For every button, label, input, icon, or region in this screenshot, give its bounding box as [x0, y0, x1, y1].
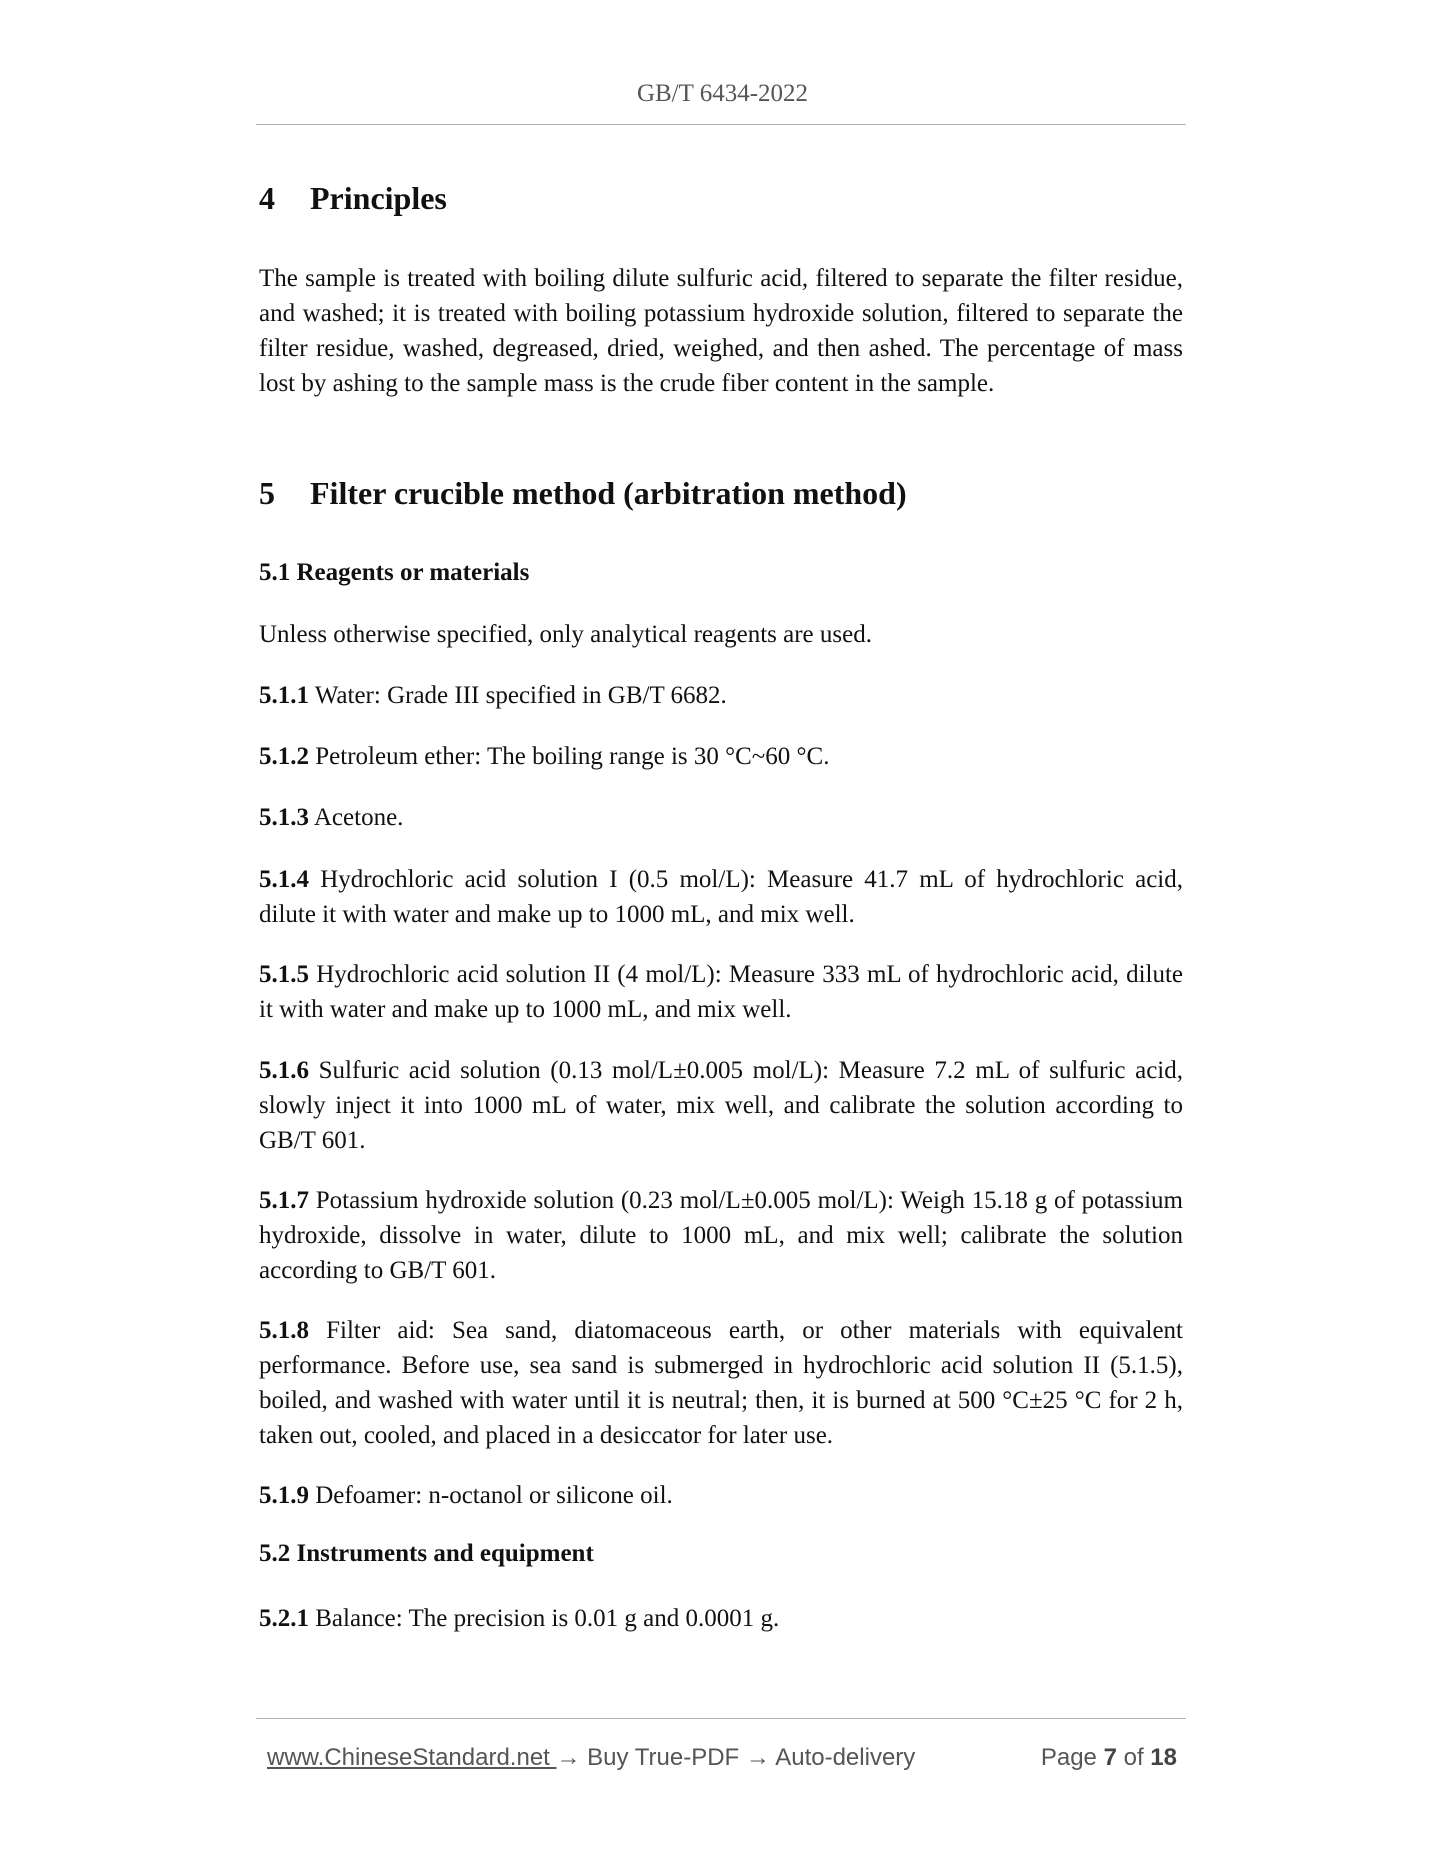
- clause-text: Hydrochloric acid solution II (4 mol/L): Measure 333 mL of hydrochloric acid, dilute it with water and make up to 1000 mL, and mix well.: [259, 961, 1184, 1023]
- current-page-number: 7: [1103, 1744, 1117, 1771]
- of-label: of: [1123, 1744, 1144, 1771]
- section-5-title: Filter crucible method (arbitration method): [310, 475, 907, 511]
- clause-number: 5.1.6: [259, 1057, 309, 1084]
- section-5-heading: [259, 475, 907, 512]
- clause-number: 5.1.8: [259, 1317, 309, 1344]
- clause-5-1-5: [259, 957, 1183, 1027]
- subsection-5-2-heading: 5.2 Instruments and equipment: [259, 1540, 594, 1567]
- subsection-5-1-heading: 5.1 Reagents or materials: [259, 559, 530, 586]
- page-label: Page: [1040, 1744, 1097, 1771]
- clause-5-1-1: [259, 678, 1183, 713]
- clause-text: Acetone.: [313, 804, 404, 831]
- clause-number: 5.1.7: [259, 1187, 309, 1214]
- section-5-number: 5: [259, 475, 275, 511]
- page-footer: [267, 1744, 1177, 1780]
- clause-5-1-6: [259, 1053, 1183, 1158]
- clause-text: Filter aid: Sea sand, diatomaceous earth, or other materials with equivalent performance. Before use, sea sand is submerged in hydrochloric acid solution II (5.1.5), boiled, and washed with water until it is neutral; then, it is burned at 500 °C±25 °C for 2 h, taken out, cooled, and placed in a desiccator for later use.: [259, 1317, 1183, 1449]
- section-4-heading: [259, 180, 447, 217]
- clause-number: 5.1.4: [259, 866, 309, 893]
- clause-text: Petroleum ether: The boiling range is 30 °C~60 °C.: [315, 743, 830, 770]
- clause-5-1-7: [259, 1183, 1183, 1288]
- clause-number: 5.1.3: [259, 804, 309, 831]
- clause-5-1-3: [259, 800, 1183, 835]
- clause-text: Defoamer: n-octanol or silicone oil.: [315, 1482, 673, 1509]
- clause-number: 5.2.1: [259, 1605, 309, 1632]
- total-page-count: 18: [1150, 1744, 1177, 1771]
- clause-5-1-8: [259, 1313, 1183, 1453]
- clause-text: Sulfuric acid solution (0.13 mol/L±0.005 mol/L): Measure 7.2 mL of sulfuric acid, slowly inject it into 1000 mL of water, mix well, and calibrate the solution according to GB/T 601.: [259, 1057, 1184, 1154]
- section-4-body: The sample is treated with boiling dilute sulfuric acid, filtered to separate the filter residue, and washed; it is treated with boiling potassium hydroxide solution, filtered to separate the filter residue, washed, degreased, dried, weighed, and then ashed. The percentage of mass lost by ashing to the sample mass is the crude fiber content in the sample.: [259, 265, 1183, 397]
- clause-5-1-4: [259, 862, 1183, 932]
- website-link[interactable]: www.ChineseStandard.net: [267, 1744, 557, 1771]
- clause-text: Potassium hydroxide solution (0.23 mol/L±0.005 mol/L): Weigh 15.18 g of potassium hydroxide, dissolve in water, dilute to 1000 mL, and mix well; calibrate the solution according to GB/T 601.: [259, 1187, 1183, 1284]
- footer-left: [267, 1744, 915, 1772]
- header-rule: [256, 124, 1186, 125]
- clause-number: 5.1.9: [259, 1482, 309, 1509]
- arrow-right-icon: →: [556, 1744, 581, 1771]
- clause-number: 5.1.1: [259, 682, 309, 709]
- clause-text: Water: Grade III specified in GB/T 6682.: [314, 682, 727, 709]
- footer-rule: [256, 1718, 1186, 1719]
- page-indicator: [1041, 1744, 1177, 1772]
- clause-5-2-1: [259, 1601, 1183, 1636]
- subsection-5-1-intro: Unless otherwise specified, only analytical reagents are used.: [259, 621, 872, 648]
- document-header-title: GB/T 6434-2022: [636, 80, 809, 107]
- clause-text: Balance: The precision is 0.01 g and 0.0001 g.: [315, 1605, 780, 1632]
- section-4-title: Principles: [310, 180, 447, 216]
- clause-number: 5.1.5: [259, 961, 309, 988]
- auto-delivery-text: Auto-delivery: [769, 1744, 916, 1771]
- clause-number: 5.1.2: [259, 743, 309, 770]
- buy-true-pdf-text: Buy True-PDF: [580, 1744, 746, 1771]
- section-4-number: 4: [259, 180, 275, 216]
- arrow-right-icon: →: [745, 1744, 770, 1771]
- clause-text: Hydrochloric acid solution I (0.5 mol/L): Measure 41.7 mL of hydrochloric acid, dilute it with water and make up to 1000 mL, and mix well.: [259, 866, 1183, 928]
- clause-5-1-9: [259, 1478, 1183, 1513]
- clause-5-1-2: [259, 739, 1183, 774]
